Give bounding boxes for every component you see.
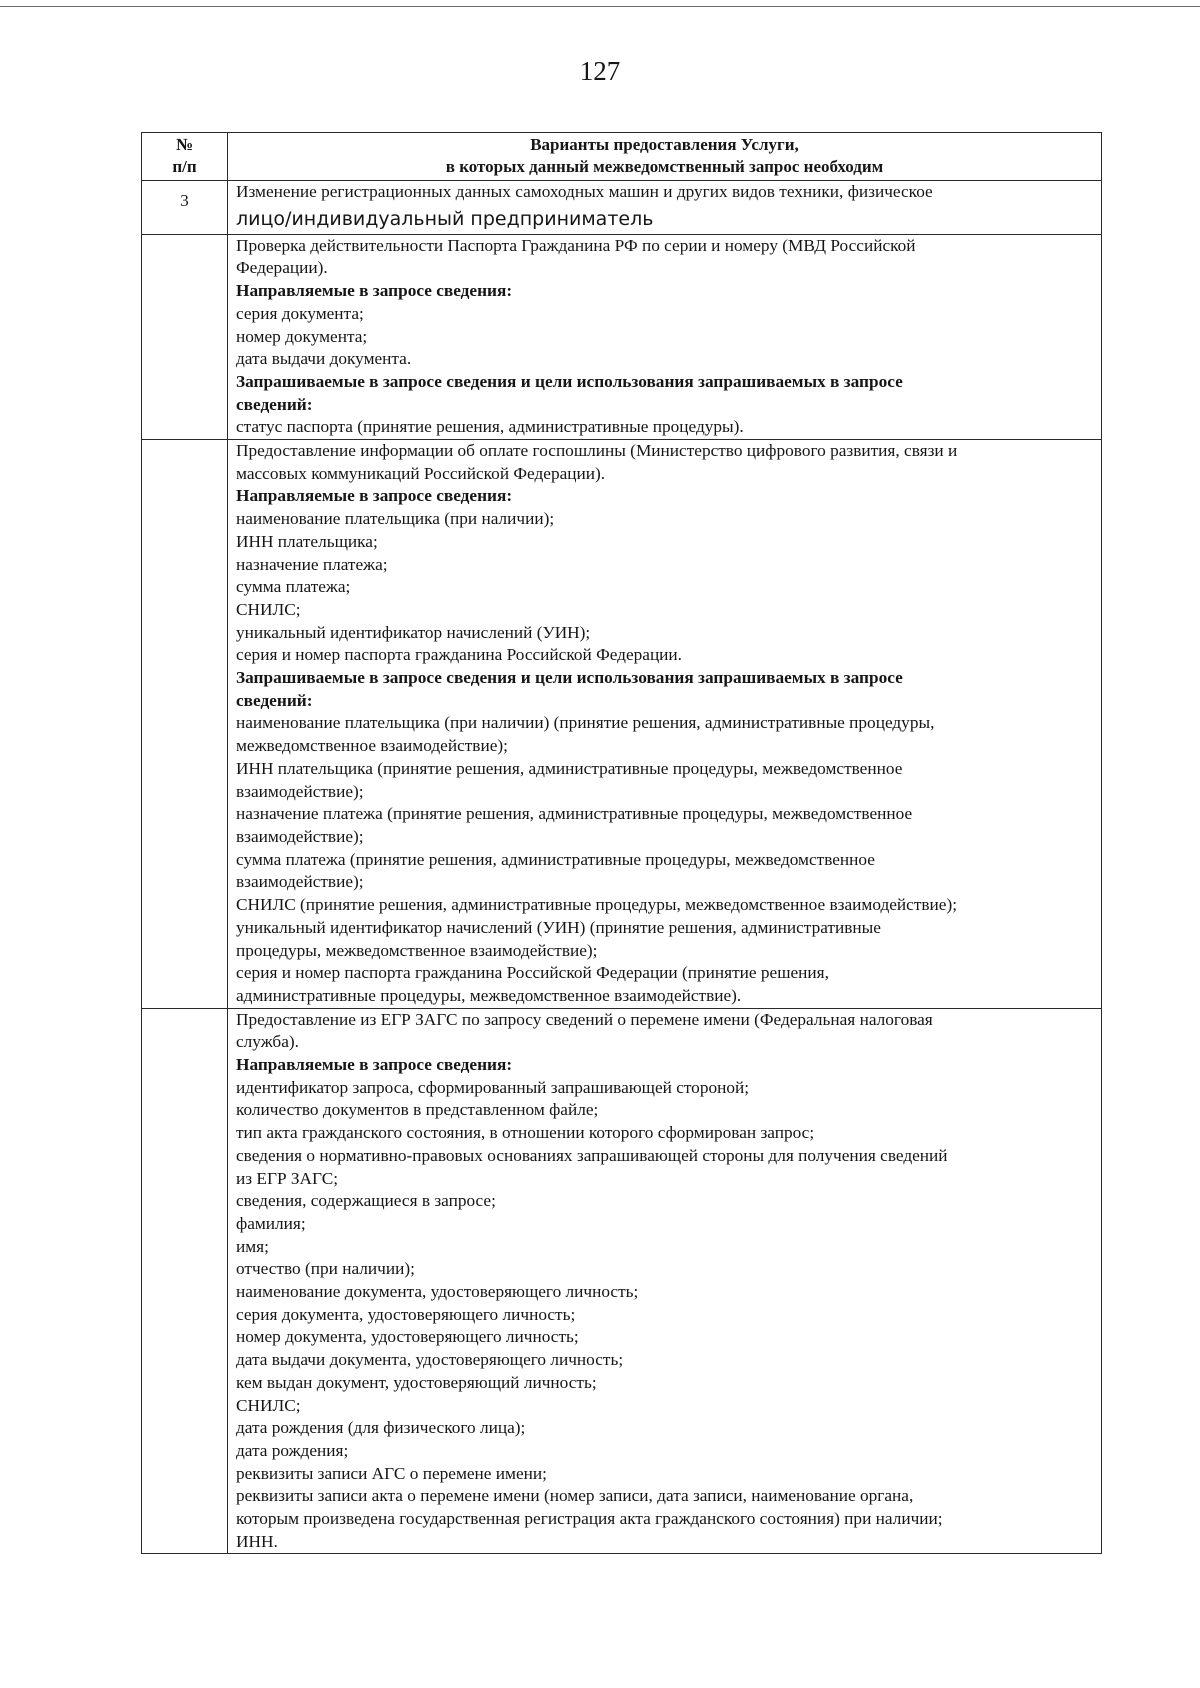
request-line: уникальный идентификатор начислений (УИН) (принятие решения, административные xyxy=(236,917,881,937)
request-line: которым произведена государственная регистрация акта гражданского состояния) при наличии; xyxy=(236,1509,943,1529)
request-line: служба). xyxy=(236,1032,299,1052)
request-line: ИНН плательщика (принятие решения, административные процедуры, межведомственное xyxy=(236,758,903,778)
request-line: реквизиты записи АГС о перемене имени; xyxy=(236,1463,547,1483)
page-number: 127 xyxy=(579,56,621,86)
request-line: массовых коммуникаций Российской Федерации). xyxy=(236,463,606,483)
request-line: количество документов в представленном файле; xyxy=(236,1100,599,1120)
request-block-passport xyxy=(228,234,1102,439)
request-line: назначение платежа (принятие решения, административные процедуры, межведомственное xyxy=(236,804,913,824)
request-line: СНИЛС (принятие решения, административные процедуры, межведомственное взаимодействие); xyxy=(236,895,958,915)
section-heading: сведений: xyxy=(236,394,313,414)
header-variants-line: в которых данный межведомственный запрос необходим xyxy=(445,157,884,176)
request-line: дата выдачи документа. xyxy=(236,349,412,369)
header-number-line: п/п xyxy=(172,157,197,176)
request-line: сведения, содержащиеся в запросе; xyxy=(236,1191,496,1211)
request-line: процедуры, межведомственное взаимодействие); xyxy=(236,940,598,960)
section-heading: Запрашиваемые в запросе сведения и цели использования запрашиваемых в запросе xyxy=(236,371,903,391)
variant-row xyxy=(142,181,1102,235)
request-line: тип акта гражданского состояния, в отношении которого сформирован запрос; xyxy=(236,1123,815,1143)
request-line: кем выдан документ, удостоверяющий личность; xyxy=(236,1372,597,1392)
request-line: СНИЛС; xyxy=(236,599,301,619)
request-line: фамилия; xyxy=(236,1213,306,1233)
request-line: дата рождения; xyxy=(236,1440,349,1460)
request-line: наименование плательщика (при наличии); xyxy=(236,509,555,529)
requests-table xyxy=(141,132,1102,1554)
header-variants xyxy=(228,133,1102,181)
request-line: реквизиты записи акта о перемене имени (номер записи, дата записи, наименование органа, xyxy=(236,1486,914,1506)
section-heading: Запрашиваемые в запросе сведения и цели использования запрашиваемых в запросе xyxy=(236,668,903,688)
request-line: имя; xyxy=(236,1236,269,1256)
request-line: административные процедуры, межведомственное взаимодействие). xyxy=(236,985,742,1005)
request-line: наименование плательщика (при наличии) (принятие решения, административные процедуры, xyxy=(236,713,935,733)
variant-title-line: Изменение регистрационных данных самоходных машин и других видов техники, физическое xyxy=(236,182,933,201)
empty-number-cell xyxy=(142,234,228,439)
request-line: межведомственное взаимодействие); xyxy=(236,736,508,756)
request-line: Проверка действительности Паспорта Гражданина РФ по серии и номеру (МВД Российской xyxy=(236,235,916,255)
request-line: СНИЛС; xyxy=(236,1395,301,1415)
variant-title xyxy=(228,181,1102,235)
row-number: 3 xyxy=(142,181,228,235)
request-line: Предоставление из ЕГР ЗАГС по запросу сведений о перемене имени (Федеральная налоговая xyxy=(236,1009,933,1029)
empty-number-cell xyxy=(142,1008,228,1554)
request-line: серия документа, удостоверяющего личность; xyxy=(236,1304,576,1324)
request-line: серия документа; xyxy=(236,303,364,323)
request-line: статус паспорта (принятие решения, административные процедуры). xyxy=(236,417,744,437)
section-heading: Направляемые в запросе сведения: xyxy=(236,486,513,506)
request-line: номер документа; xyxy=(236,326,368,346)
section-heading: Направляемые в запросе сведения: xyxy=(236,1055,513,1075)
table-header-row xyxy=(142,133,1102,181)
request-block-state-fee xyxy=(228,440,1102,1009)
request-row xyxy=(142,1008,1102,1554)
request-line: дата выдачи документа, удостоверяющего личность; xyxy=(236,1350,624,1370)
request-line: наименование документа, удостоверяющего личность; xyxy=(236,1282,639,1302)
variant-title-line: лицо/индивидуальный предприниматель xyxy=(236,207,654,230)
request-line: отчество (при наличии); xyxy=(236,1259,415,1279)
request-line: дата рождения (для физического лица); xyxy=(236,1418,526,1438)
scan-edge-line xyxy=(0,6,1200,7)
request-line: Предоставление информации об оплате госпошлины (Министерство цифрового развития, связи и xyxy=(236,441,958,461)
request-line: Федерации). xyxy=(236,258,328,278)
header-number xyxy=(142,133,228,181)
section-heading: сведений: xyxy=(236,690,313,710)
header-variants-line: Варианты предоставления Услуги, xyxy=(530,135,799,154)
request-line: ИНН. xyxy=(236,1531,278,1551)
request-line: сумма платежа; xyxy=(236,577,351,597)
header-number-line: № xyxy=(175,135,194,154)
request-line: назначение платежа; xyxy=(236,554,388,574)
request-line: серия и номер паспорта гражданина Российской Федерации (принятие решения, xyxy=(236,963,829,983)
request-line: уникальный идентификатор начислений (УИН); xyxy=(236,622,591,642)
request-line: идентификатор запроса, сформированный запрашивающей стороной; xyxy=(236,1077,750,1097)
request-row xyxy=(142,234,1102,439)
request-row xyxy=(142,440,1102,1009)
request-line: взаимодействие); xyxy=(236,781,364,801)
request-line: номер документа, удостоверяющего личность; xyxy=(236,1327,579,1347)
section-heading: Направляемые в запросе сведения: xyxy=(236,281,513,301)
request-line: ИНН плательщика; xyxy=(236,531,378,551)
request-line: взаимодействие); xyxy=(236,872,364,892)
request-line: из ЕГР ЗАГС; xyxy=(236,1168,339,1188)
request-line: сумма платежа (принятие решения, административные процедуры, межведомственное xyxy=(236,849,875,869)
request-line: сведения о нормативно-правовых основаниях запрашивающей стороны для получения сведений xyxy=(236,1145,948,1165)
request-line: серия и номер паспорта гражданина Российской Федерации. xyxy=(236,645,683,665)
empty-number-cell xyxy=(142,440,228,1009)
request-line: взаимодействие); xyxy=(236,826,364,846)
request-block-zags xyxy=(228,1008,1102,1554)
